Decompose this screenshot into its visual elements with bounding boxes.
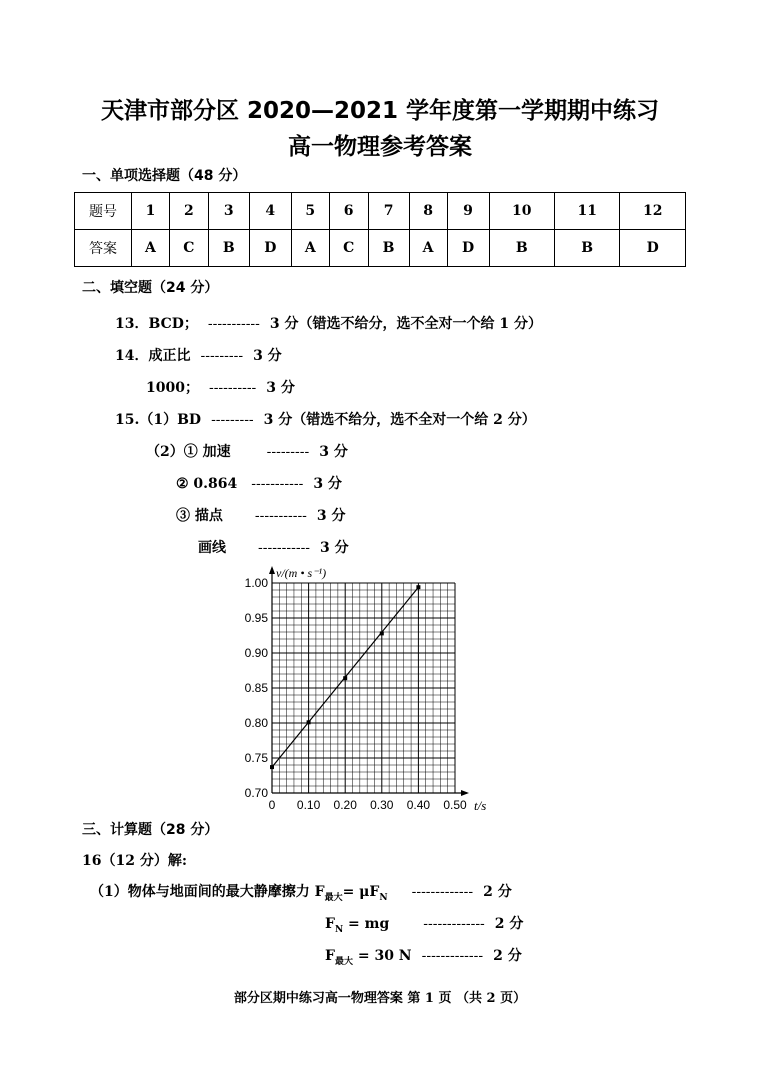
q15-2a-dash: --------- [266, 444, 310, 460]
q15-2a-score: 3 分 [319, 444, 348, 460]
data-point [380, 631, 384, 635]
q-answer: D [249, 230, 291, 267]
y-axis-arrow [269, 566, 275, 574]
q-answer: D [620, 230, 686, 267]
data-point [307, 720, 311, 724]
q16-1-line [90, 881, 512, 903]
chart-xlabel: t/s [474, 798, 487, 813]
q15-2d-dash: ----------- [258, 540, 311, 556]
q16-1-sub: 最大 [324, 892, 343, 903]
q15-1-dash: --------- [211, 412, 254, 428]
row-head-number: 题号 [75, 193, 132, 230]
q16-title: 16（12 分）解: [82, 853, 188, 869]
data-point [416, 585, 420, 589]
y-tick-label: 0.90 [244, 646, 268, 660]
q16-1-eq: = μF [342, 884, 380, 900]
section-1-heading: 一、单项选择题（48 分） [82, 168, 247, 184]
q15-2c-dash: ----------- [254, 508, 307, 524]
data-point [343, 676, 347, 680]
y-tick-label: 0.75 [244, 751, 268, 765]
q16-2-sub: N [334, 924, 344, 935]
q13-label: 13．BCD； [115, 316, 198, 332]
q15-2c-score: 3 分 [316, 508, 346, 524]
q-number: 9 [447, 193, 489, 230]
q-number: 5 [291, 193, 329, 230]
table-row-numbers [75, 193, 686, 230]
title-line-2: 高一物理参考答案 [288, 134, 472, 160]
q16-3-dash: ------------- [421, 948, 484, 964]
q16-1-label: （1）物体与地面间的最大静摩擦力 F [90, 884, 325, 900]
q15-2b-label: ② 0.864 [176, 476, 238, 492]
q15-2c-label: ③ 描点 [176, 508, 223, 524]
q14b-line [146, 377, 295, 397]
q-number: 6 [329, 193, 368, 230]
q15-1-label: 15.（1）BD [115, 412, 202, 428]
title-line-1: 天津市部分区 2020—2021 学年度第一学期期中练习 [100, 98, 660, 124]
q-number: 1 [132, 193, 170, 230]
x-tick-label: 0 [268, 798, 276, 812]
y-tick-label: 0.85 [244, 681, 268, 695]
q-number: 2 [169, 193, 208, 230]
q16-1-dash: ------------- [411, 884, 474, 900]
q14a-line [115, 345, 282, 365]
q-answer: B [208, 230, 249, 267]
y-tick-label: 0.95 [244, 611, 268, 625]
x-tick-label: 0.40 [406, 798, 431, 812]
section-3-heading: 三、计算题（28 分） [82, 822, 219, 838]
q16-3-eq: = 30 N [352, 948, 412, 964]
q-number: 11 [554, 193, 619, 230]
q13-score: 3 分（错选不给分，选不全对一个给 1 分） [269, 316, 543, 332]
q16-2-label: F [325, 916, 335, 932]
row-head-answer: 答案 [75, 230, 132, 267]
q13-dash: ----------- [207, 316, 260, 332]
q-answer: B [554, 230, 619, 267]
q-number: 8 [409, 193, 447, 230]
q-answer: B [489, 230, 554, 267]
q14a-dash: --------- [200, 348, 244, 364]
q15-2b-line [176, 473, 342, 493]
q15-1-line [115, 409, 536, 429]
q15-1-score: 3 分（错选不给分，选不全对一个给 2 分） [263, 412, 536, 428]
q16-3-label: F [325, 948, 335, 964]
q15-2d-line [198, 537, 349, 557]
y-tick-label: 0.70 [244, 786, 268, 800]
section-2-heading: 二、填空题（24 分） [82, 280, 219, 296]
q13-line [115, 313, 542, 333]
q-number: 4 [249, 193, 291, 230]
q15-2a-line [146, 441, 348, 461]
table-row-answers [75, 230, 686, 267]
x-tick-label: 0.10 [296, 798, 321, 812]
q-answer: B [368, 230, 409, 267]
q15-2d-score: 3 分 [320, 540, 349, 556]
q14a-label: 14．成正比 [115, 348, 191, 364]
q16-2-eq: = mg [343, 916, 390, 932]
q14a-score: 3 分 [253, 348, 282, 364]
q15-2d-label: 画线 [198, 540, 226, 556]
q14b-score: 3 分 [266, 380, 295, 396]
q15-2b-dash: ----------- [251, 476, 304, 492]
q16-3-sub: 最大 [334, 956, 353, 967]
chart-ylabel: v/(m • s⁻¹) [276, 566, 327, 580]
q-answer: A [409, 230, 447, 267]
q14b-label: 1000； [146, 380, 199, 396]
q16-2-dash: ------------- [423, 916, 485, 932]
x-tick-label: 0.20 [333, 798, 357, 812]
q15-2a-label: （2）① 加速 [146, 444, 231, 460]
velocity-time-chart [230, 560, 500, 815]
q-answer: A [291, 230, 329, 267]
x-tick-label: 0.50 [443, 798, 467, 812]
chart-grid [272, 583, 455, 793]
q-answer: A [132, 230, 170, 267]
q-answer: C [169, 230, 208, 267]
y-tick-label: 1.00 [244, 576, 268, 590]
q14b-dash: ---------- [208, 380, 257, 396]
y-tick-label: 0.80 [244, 716, 268, 730]
q16-2-score: 2 分 [494, 916, 524, 932]
q15-2b-score: 3 分 [313, 476, 342, 492]
q-number: 12 [620, 193, 686, 230]
q16-1-score: 2 分 [483, 884, 512, 900]
page-footer: 部分区期中练习高一物理答案 第 1 页 （共 2 页） [233, 991, 527, 1006]
q16-1-sub2: N [379, 892, 388, 903]
data-point [270, 765, 274, 769]
q-number: 3 [208, 193, 249, 230]
x-axis-arrow [461, 790, 469, 796]
q16-3-line [325, 945, 522, 967]
q15-2c-line [176, 505, 346, 525]
q-number: 10 [489, 193, 554, 230]
q16-2-line [325, 913, 523, 935]
q-answer: C [329, 230, 368, 267]
q-number: 7 [368, 193, 409, 230]
q16-3-score: 2 分 [493, 948, 522, 964]
q-answer: D [447, 230, 489, 267]
answer-table [74, 192, 686, 267]
chart-tick-labels [245, 576, 467, 812]
x-tick-label: 0.30 [370, 798, 394, 812]
